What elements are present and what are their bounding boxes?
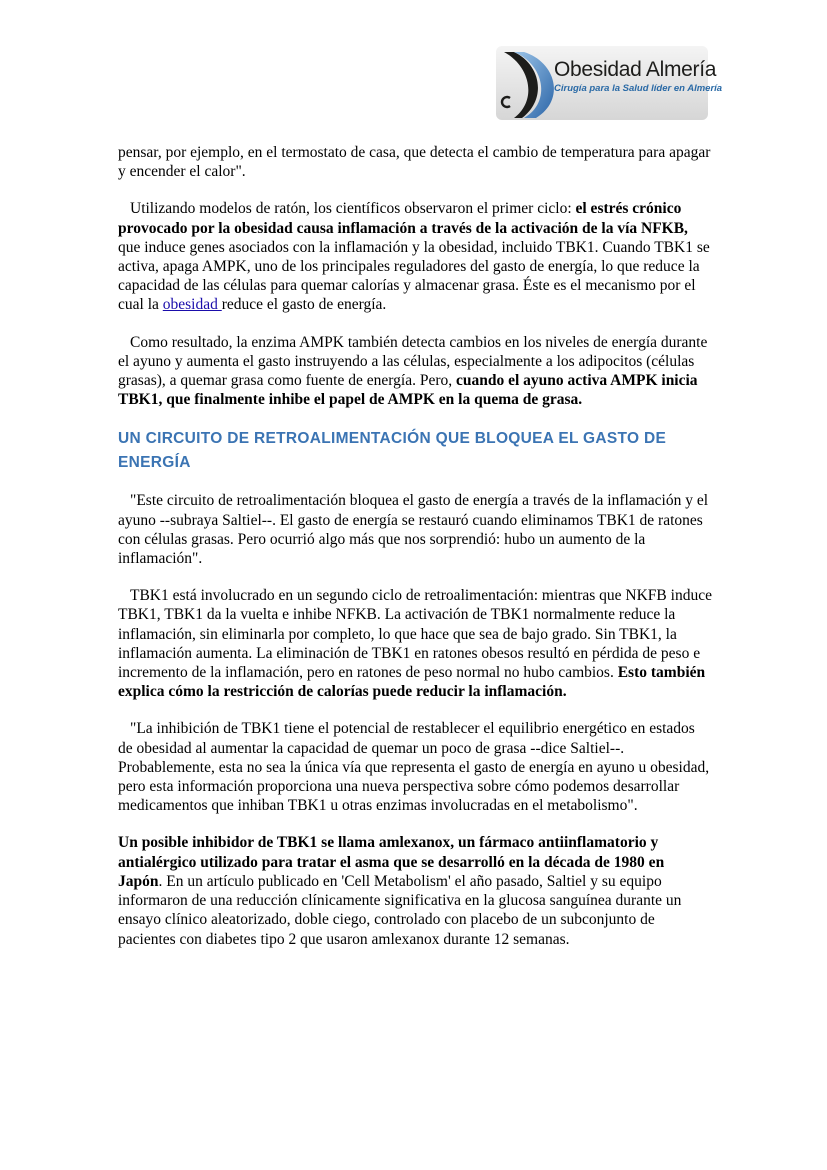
paragraph-6 bbox=[118, 719, 712, 815]
section-heading: UN CIRCUITO DE RETROALIMENTACIÓN QUE BLOQUEA EL GASTO DE ENERGÍA bbox=[118, 430, 667, 472]
p2-text-a: Utilizando modelos de ratón, los científicos observaron el primer ciclo: bbox=[130, 200, 576, 218]
logo-tagline: Cirugía para la Salud líder en Almería bbox=[554, 83, 723, 94]
p2-text-c: que induce genes asociados con la inflamación y la obesidad, incluido TBK1. Cuando TBK1 se activa, apaga AMPK, uno de los principales reguladores del gasto de energía, lo que reduce la capacidad de las células para quemar calorías y almacenar grasa. Éste es el mecanismo por el cual la bbox=[118, 238, 710, 314]
p1-text: pensar, por ejemplo, en el termostato de casa, que detecta el cambio de temperatura para apagar y encender el calor". bbox=[118, 144, 711, 181]
paragraph-5 bbox=[118, 586, 712, 701]
paragraph-1 bbox=[118, 143, 712, 181]
p7-bold: Un posible inhibidor de TBK1 se llama amlexanox, un fármaco antiinflamatorio y antialérgico utilizado para tratar el asma que se desarrolló en la década de 1980 en Japón bbox=[118, 834, 665, 890]
paragraph-4 bbox=[118, 491, 712, 568]
p4-text: "Este circuito de retroalimentación bloquea el gasto de energía a través de la inflamación y el ayuno --subraya Saltiel--. El gasto de energía se restauró cuando eliminamos TBK1 de ratones con células grasas. Pero ocurrió algo más que nos sorprendió: hubo un aumento de la inflamación". bbox=[118, 492, 709, 568]
paragraph-2 bbox=[118, 199, 712, 314]
p3-bold: cuando el ayuno activa AMPK inicia TBK1, que finalmente inhibe el papel de AMPK en la quema de grasa. bbox=[118, 372, 698, 409]
article-body bbox=[118, 143, 712, 967]
p5-bold: Esto también explica cómo la restricción de calorías puede reducir la inflamación. bbox=[118, 664, 706, 701]
paragraph-7 bbox=[118, 833, 712, 948]
p7-text-b: . En un artículo publicado en 'Cell Metabolism' el año pasado, Saltiel y su equipo informaron de una reducción clínicamente significativa en la glucosa sanguínea durante un ensayo clínico aleatorizado, doble ciego, controlado con placebo de un subconjunto de pacientes con diabetes tipo 2 que usaron amlexanox durante 12 semanas. bbox=[118, 872, 682, 948]
header-logo bbox=[496, 46, 723, 136]
p2-bold: el estrés crónico provocado por la obesidad causa inflamación a través de la activación de la vía NFKB, bbox=[118, 200, 688, 237]
obesidad-link[interactable]: obesidad bbox=[162, 296, 222, 314]
p3-text-a: Como resultado, la enzima AMPK también detecta cambios en los niveles de energía durante el ayuno y aumenta el gasto instruyendo a las células, especialmente a los adipocitos (células grasas), a quemar grasa como fuente de energía. Pero, bbox=[118, 333, 708, 390]
p2-text-d: reduce el gasto de energía. bbox=[221, 296, 387, 314]
logo-name: Obesidad Almería bbox=[554, 58, 717, 81]
p5-text-a: TBK1 está involucrado en un segundo ciclo de retroalimentación: mientras que NKFB induce TBK1, TBK1 da la vuelta e inhibe NFKB. La activación de TBK1 normalmente reduce la inflamación, sin eliminarla por completo, lo que hace que sea de bajo grado. Sin TBK1, la inflamación aumenta. La eliminación de TBK1 en ratones obesos resultó en pérdida de peso e incremento de la inflamación, pero en ratones de peso normal no hubo cambios. bbox=[118, 587, 712, 682]
p6-text: "La inhibición de TBK1 tiene el potencial de restablecer el equilibrio energético en estados de obesidad al aumentar la capacidad de quemar un poco de grasa --dice Saltiel--. Probablemente, esta no sea la única vía que representa el gasto de energía en ayuno u obesidad, pero esta información proporciona una nueva perspectiva sobre cómo podemos desarrollar medicamentos que inhiban TBK1 u otras enzimas involucradas en el metabolismo". bbox=[118, 720, 710, 815]
paragraph-3 bbox=[118, 333, 712, 410]
